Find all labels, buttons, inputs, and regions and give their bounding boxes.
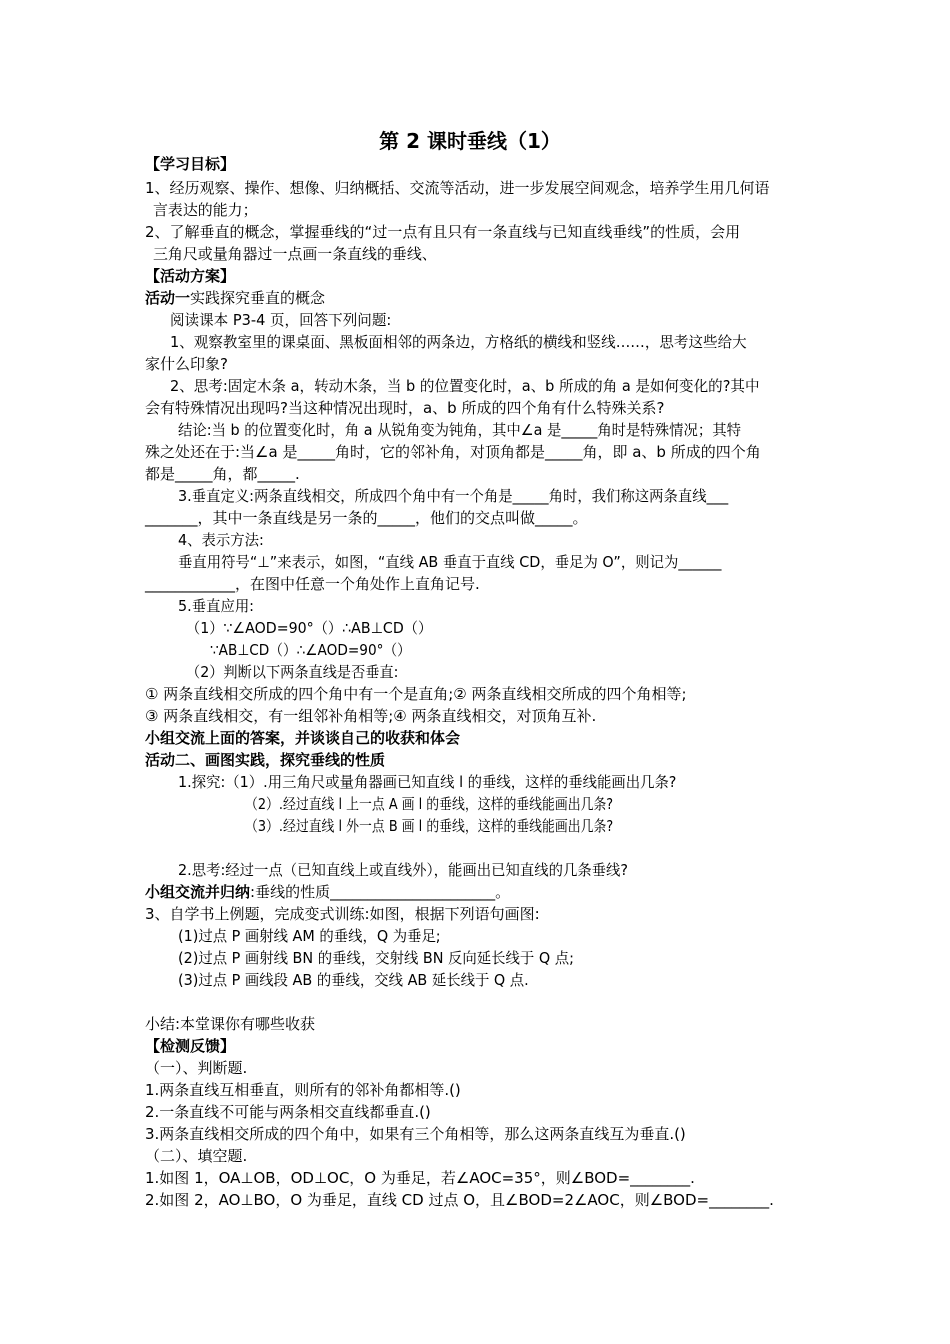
true-false-item-3: 3.两条直线相交所成的四个角中，如果有三个角相等，那么这两条直线互为垂直.() xyxy=(145,1125,686,1143)
application-item-2: （2）判断以下两条直线是否垂直: xyxy=(186,663,399,681)
drawing-task-1: (1)过点 P 画射线 AM 的垂线，Q 为垂足; xyxy=(178,927,441,945)
objective-1-line-2: 言表达的能力； xyxy=(153,201,258,219)
definition-line-2: _______，其中一条直线是另一条的_____，他们的交点叫做_____。 xyxy=(145,509,588,527)
true-false-item-2: 2.一条直线不可能与两条相交直线都垂直.() xyxy=(145,1103,431,1121)
conclusion-line-3: 都是_____角，都_____. xyxy=(145,465,300,483)
explore-item-2: （2）.经过直线 l 上一点 A 画 l 的垂线，这样的垂线能画出几条? xyxy=(245,795,614,813)
application-item-1b: ∵AB⊥CD（）∴∠AOD=90°（） xyxy=(210,641,411,659)
question-2-line-2: 会有特殊情况出现吗?当这种情况出现时，a、b 所成的四个角有什么特殊关系? xyxy=(145,399,665,417)
question-1-line-2: 家什么印象? xyxy=(145,355,228,373)
definition-line-1: 3.垂直定义:两条直线相交，所成四个角中有一个角是_____角时，我们称这两条直线___ xyxy=(178,487,729,505)
explore-item-1: 1.探究:（1）.用三角尺或量角器画已知直线 l 的垂线，这样的垂线能画出几条? xyxy=(178,773,677,791)
activity-1-heading xyxy=(145,287,810,309)
think-question: 2.思考:经过一点（已知直线上或直线外），能画出已知直线的几条垂线? xyxy=(178,861,629,879)
explore-item-3: （3）.经过直线 l 外一点 B 画 l 的垂线，这样的垂线能画出几条? xyxy=(245,817,614,835)
notation-line-2: ____________，在图中任意一个角处作上直角记号. xyxy=(145,575,480,593)
true-false-heading: （一）、判断题. xyxy=(145,1059,248,1077)
application-heading: 5.垂直应用: xyxy=(178,597,255,615)
group-summary-label: 小组交流并归纳 xyxy=(145,883,251,901)
drawing-task-2: (2)过点 P 画射线 BN 的垂线，交射线 BN 反向延长线于 Q 点; xyxy=(178,949,574,967)
conclusion-line-1: 结论:当 b 的位置变化时，角 a 从锐角变为钝角，其中∠a 是_____角时是特殊情况；其特 xyxy=(178,421,742,439)
objective-1-line-1: 1、经历观察、操作、想像、归纳概括、交流等活动，进一步发展空间观念，培养学生用几何语 xyxy=(145,179,770,197)
question-1-line-1: 1、观察教室里的课桌面、黑板面相邻的两条边，方格纸的横线和竖线……，思考这些给大 xyxy=(170,333,747,351)
group-summary xyxy=(145,881,810,903)
summary-question: 小结:本堂课你有哪些收获 xyxy=(145,1015,316,1033)
drawing-task-3: (3)过点 P 画线段 AB 的垂线，交线 AB 延长线于 Q 点. xyxy=(178,971,529,989)
perpendicular-property-label: :垂线的性质 xyxy=(250,883,331,901)
activity-1-label: 活动一 xyxy=(145,289,191,307)
page-title: 第 2 课时垂线（1） xyxy=(379,129,561,153)
application-item-1: （1）∵∠AOD=90°（）∴AB⊥CD（） xyxy=(186,619,433,637)
fill-in-item-1: 1.如图 1，OA⊥OB，OD⊥OC，O 为垂足，若∠AOC=35°，则∠BOD=________. xyxy=(145,1169,695,1187)
group-discussion-1: 小组交流上面的答案，并谈谈自己的收获和体会 xyxy=(145,729,461,747)
section-heading-plan: 【活动方案】 xyxy=(145,267,236,285)
self-study-instruction: 3、自学书上例题，完成变式训练:如图，根据下列语句画图: xyxy=(145,905,540,923)
objective-2-line-2: 三角尺或量角器过一点画一条直线的垂线、 xyxy=(153,245,437,263)
fill-in-item-2: 2.如图 2，AO⊥BO，O 为垂足，直线 CD 过点 O，且∠BOD=2∠AOC，则∠BOD=________. xyxy=(145,1191,774,1209)
judge-items-line-1: ① 两条直线相交所成的四个角中有一个是直角;② 两条直线相交所成的四个角相等; xyxy=(145,685,687,703)
question-2-line-1: 2、思考:固定木条 a，转动木条，当 b 的位置变化时，a、b 所成的角 a 是如何变化的?其中 xyxy=(170,377,760,395)
section-heading-feedback: 【检测反馈】 xyxy=(145,1037,236,1055)
conclusion-line-2: 殊之处还在于:当∠a 是_____角时，它的邻补角，对顶角都是_____角，即 a、b 所成的四个角 xyxy=(145,443,761,461)
section-heading-objectives: 【学习目标】 xyxy=(145,155,236,173)
notation-line-1: 垂直用符号“⊥”来表示，如图，“直线 AB 垂直于直线 CD，垂足为 O”，则记为______ xyxy=(178,553,722,571)
notation-heading: 4、表示方法: xyxy=(178,531,264,549)
reading-instruction: 阅读课本 P3-4 页，回答下列问题: xyxy=(170,311,392,329)
activity-2-heading: 活动二、画图实践，探究垂线的性质 xyxy=(145,751,386,769)
fill-in-heading: （二）、填空题. xyxy=(145,1147,248,1165)
objective-2-line-1: 2、了解垂直的概念，掌握垂线的“过一点有且只有一条直线与已知直线垂线”的性质，会用 xyxy=(145,223,741,241)
activity-1-title: 实践探究垂直的概念 xyxy=(190,289,326,307)
judge-items-line-2: ③ 两条直线相交，有一组邻补角相等;④ 两条直线相交，对顶角互补. xyxy=(145,707,597,725)
true-false-item-1: 1.两条直线互相垂直，则所有的邻补角都相等.() xyxy=(145,1081,461,1099)
property-blank: ______________________。 xyxy=(330,883,511,901)
